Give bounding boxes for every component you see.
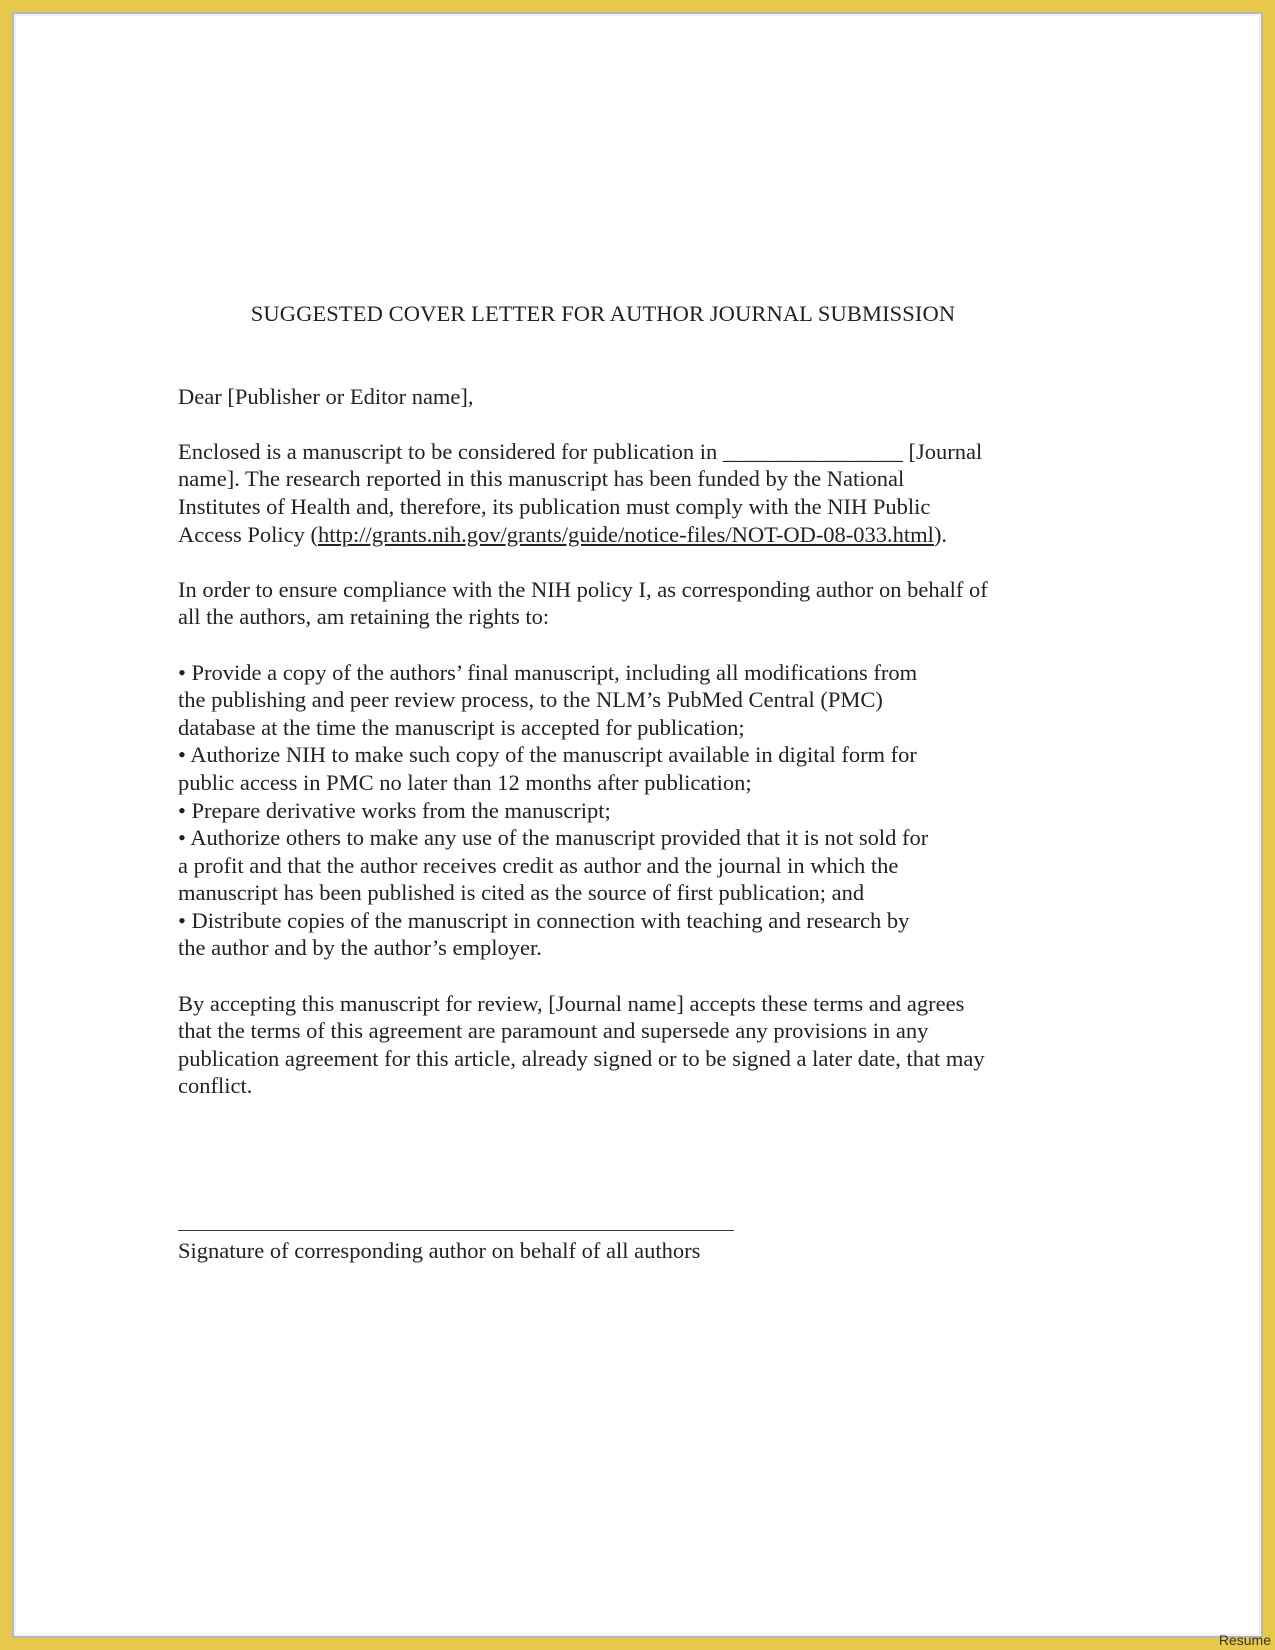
acceptance-line: By accepting this manuscript for review, [Journal name] accepts these terms and agrees: [178, 990, 965, 1016]
intro-line: [178, 521, 1048, 549]
signature-block: [178, 1212, 734, 1265]
rights-item-line: • Authorize NIH to make such copy of the manuscript available in digital form for: [178, 742, 917, 768]
acceptance-line: conflict.: [178, 1073, 253, 1099]
compliance-paragraph: [178, 576, 1048, 631]
intro-line-suffix: ).: [933, 521, 948, 547]
acceptance-line: publication agreement for this article, already signed or to be signed a later date, that may: [178, 1045, 985, 1071]
rights-item-line: • Distribute copies of the manuscript in connection with teaching and research by: [178, 907, 910, 933]
intro-line: Enclosed is a manuscript to be considered for publication in ________________ [Journal: [178, 438, 983, 464]
intro-line-prefix: Access Policy (: [178, 521, 318, 547]
rights-item-line: • Prepare derivative works from the manuscript;: [178, 797, 611, 823]
rights-item-line: the publishing and peer review process, to the NLM’s PubMed Central (PMC): [178, 687, 883, 713]
rights-item-line: • Provide a copy of the authors’ final manuscript, including all modifications from: [178, 659, 918, 685]
intro-line: name]. The research reported in this manuscript has been funded by the National: [178, 466, 905, 492]
rights-item: [178, 907, 1048, 962]
acceptance-line: that the terms of this agreement are paramount and supersede any provisions in any: [178, 1018, 929, 1044]
compliance-line: all the authors, am retaining the rights to:: [178, 604, 550, 630]
rights-item-line: database at the time the manuscript is accepted for publication;: [178, 714, 745, 740]
rights-item-line: • Authorize others to make any use of the manuscript provided that it is not sold for: [178, 825, 929, 851]
salutation-line: Dear [Publisher or Editor name],: [178, 383, 474, 409]
document-title: SUGGESTED COVER LETTER FOR AUTHOR JOURNAL SUBMISSION: [250, 301, 956, 326]
rights-item: [178, 797, 1048, 825]
rights-list: [178, 659, 1048, 963]
rights-item-line: public access in PMC no later than 12 months after publication;: [178, 769, 752, 795]
watermark-text: Resume: [1218, 1632, 1271, 1648]
signature-line: [178, 1212, 734, 1231]
signature-caption: Signature of corresponding author on behalf of all authors: [178, 1238, 701, 1263]
salutation: [178, 383, 1048, 411]
rights-item-line: the author and by the author’s employer.: [178, 935, 542, 961]
compliance-line: In order to ensure compliance with the NIH policy I, as corresponding author on behalf of: [178, 576, 988, 602]
rights-item-line: manuscript has been published is cited as the source of first publication; and: [178, 880, 865, 906]
rights-item-line: a profit and that the author receives credit as author and the journal in which the: [178, 852, 899, 878]
intro-line: Institutes of Health and, therefore, its publication must comply with the NIH Public: [178, 493, 931, 519]
nih-policy-link[interactable]: http://grants.nih.gov/grants/guide/notice-files/NOT-OD-08-033.html: [317, 521, 934, 547]
cover-letter: [178, 300, 1048, 1128]
rights-item: [178, 741, 1048, 796]
rights-item: [178, 659, 1048, 742]
intro-paragraph: [178, 438, 1048, 548]
rights-item: [178, 824, 1048, 907]
acceptance-paragraph: [178, 990, 1048, 1100]
